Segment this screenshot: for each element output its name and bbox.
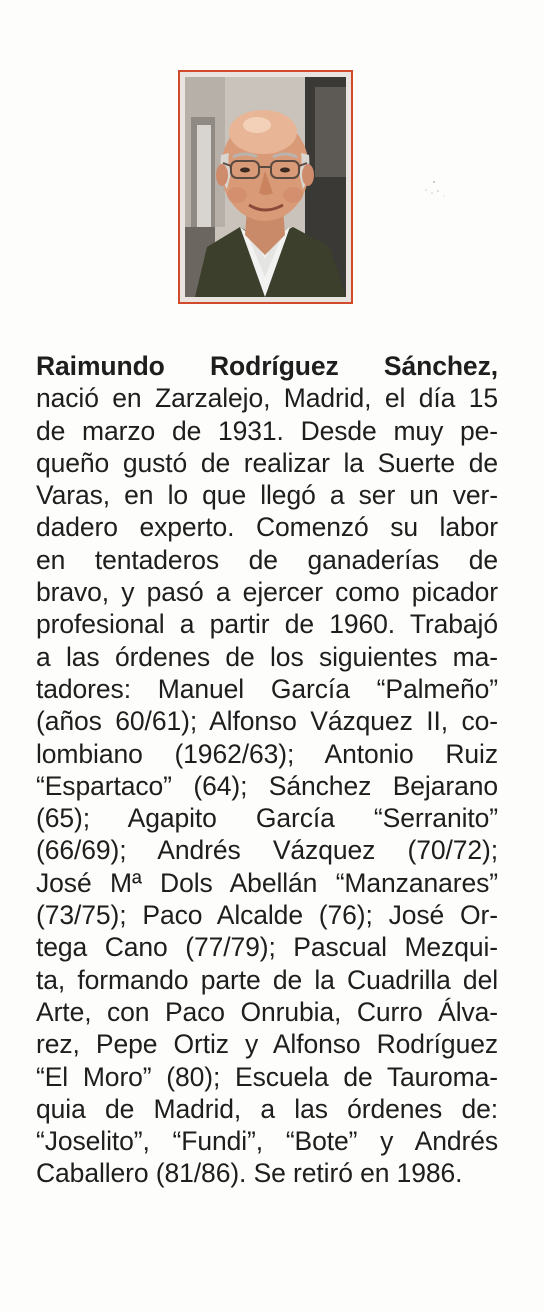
biography-line: de marzo de 1931. Desde muy pe- — [36, 415, 498, 446]
biography-line: queño gustó de realizar la Suerte de — [36, 447, 498, 478]
biography-line: “El Moro” (80); Escuela de Tauroma- — [36, 1061, 498, 1092]
portrait-frame — [178, 70, 353, 304]
biography-line: ta, formando parte de la Cuadrilla del — [36, 964, 498, 995]
biography-line: Arte, con Paco Onrubia, Curro Álva- — [36, 996, 498, 1027]
paper-specks — [404, 178, 454, 200]
biography-line: (años 60/61); Alfonso Vázquez II, co- — [36, 706, 498, 737]
biography-line: (66/69); Andrés Vázquez (70/72); — [36, 835, 498, 866]
biography-line: Caballero (81/86). Se retiró en 1986. — [36, 1158, 463, 1189]
biography-line: “Joselito”, “Fundi”, “Bote” y Andrés — [36, 1126, 498, 1157]
biography-line: José Mª Dols Abellán “Manzanares” — [36, 867, 498, 898]
biography-line: quia de Madrid, a las órdenes de: — [36, 1093, 498, 1124]
biography-line: Varas, en lo que llegó a ser un ver- — [36, 480, 498, 511]
biography-line: tadores: Manuel García “Palmeño” — [36, 673, 498, 704]
portrait-photo — [185, 77, 346, 297]
biography-line: (65); Agapito García “Serranito” — [36, 803, 498, 834]
biography-line: rez, Pepe Ortiz y Alfonso Rodríguez — [36, 1029, 498, 1060]
biography-line: en tentaderos de ganaderías de — [36, 544, 498, 575]
biography-line: dadero experto. Comenzó su labor — [36, 512, 498, 543]
biography-line: lombiano (1962/63); Antonio Ruiz — [36, 738, 498, 769]
biography-line: (73/75); Paco Alcalde (76); José Or- — [36, 900, 498, 931]
biography-text — [36, 350, 498, 1190]
biography-line: tega Cano (77/79); Pascual Mezqui- — [36, 932, 498, 963]
biography-line: “Espartaco” (64); Sánchez Bejarano — [36, 770, 498, 801]
biography-line: bravo, y pasó a ejercer como picador — [36, 577, 498, 608]
biography-line: nació en Zarzalejo, Madrid, el día 15 — [36, 383, 498, 414]
biography-line: a las órdenes de los siguientes ma- — [36, 641, 498, 672]
biography-name-line: Raimundo Rodríguez Sánchez, — [36, 351, 498, 381]
biography-line: profesional a partir de 1960. Trabajó — [36, 609, 498, 640]
